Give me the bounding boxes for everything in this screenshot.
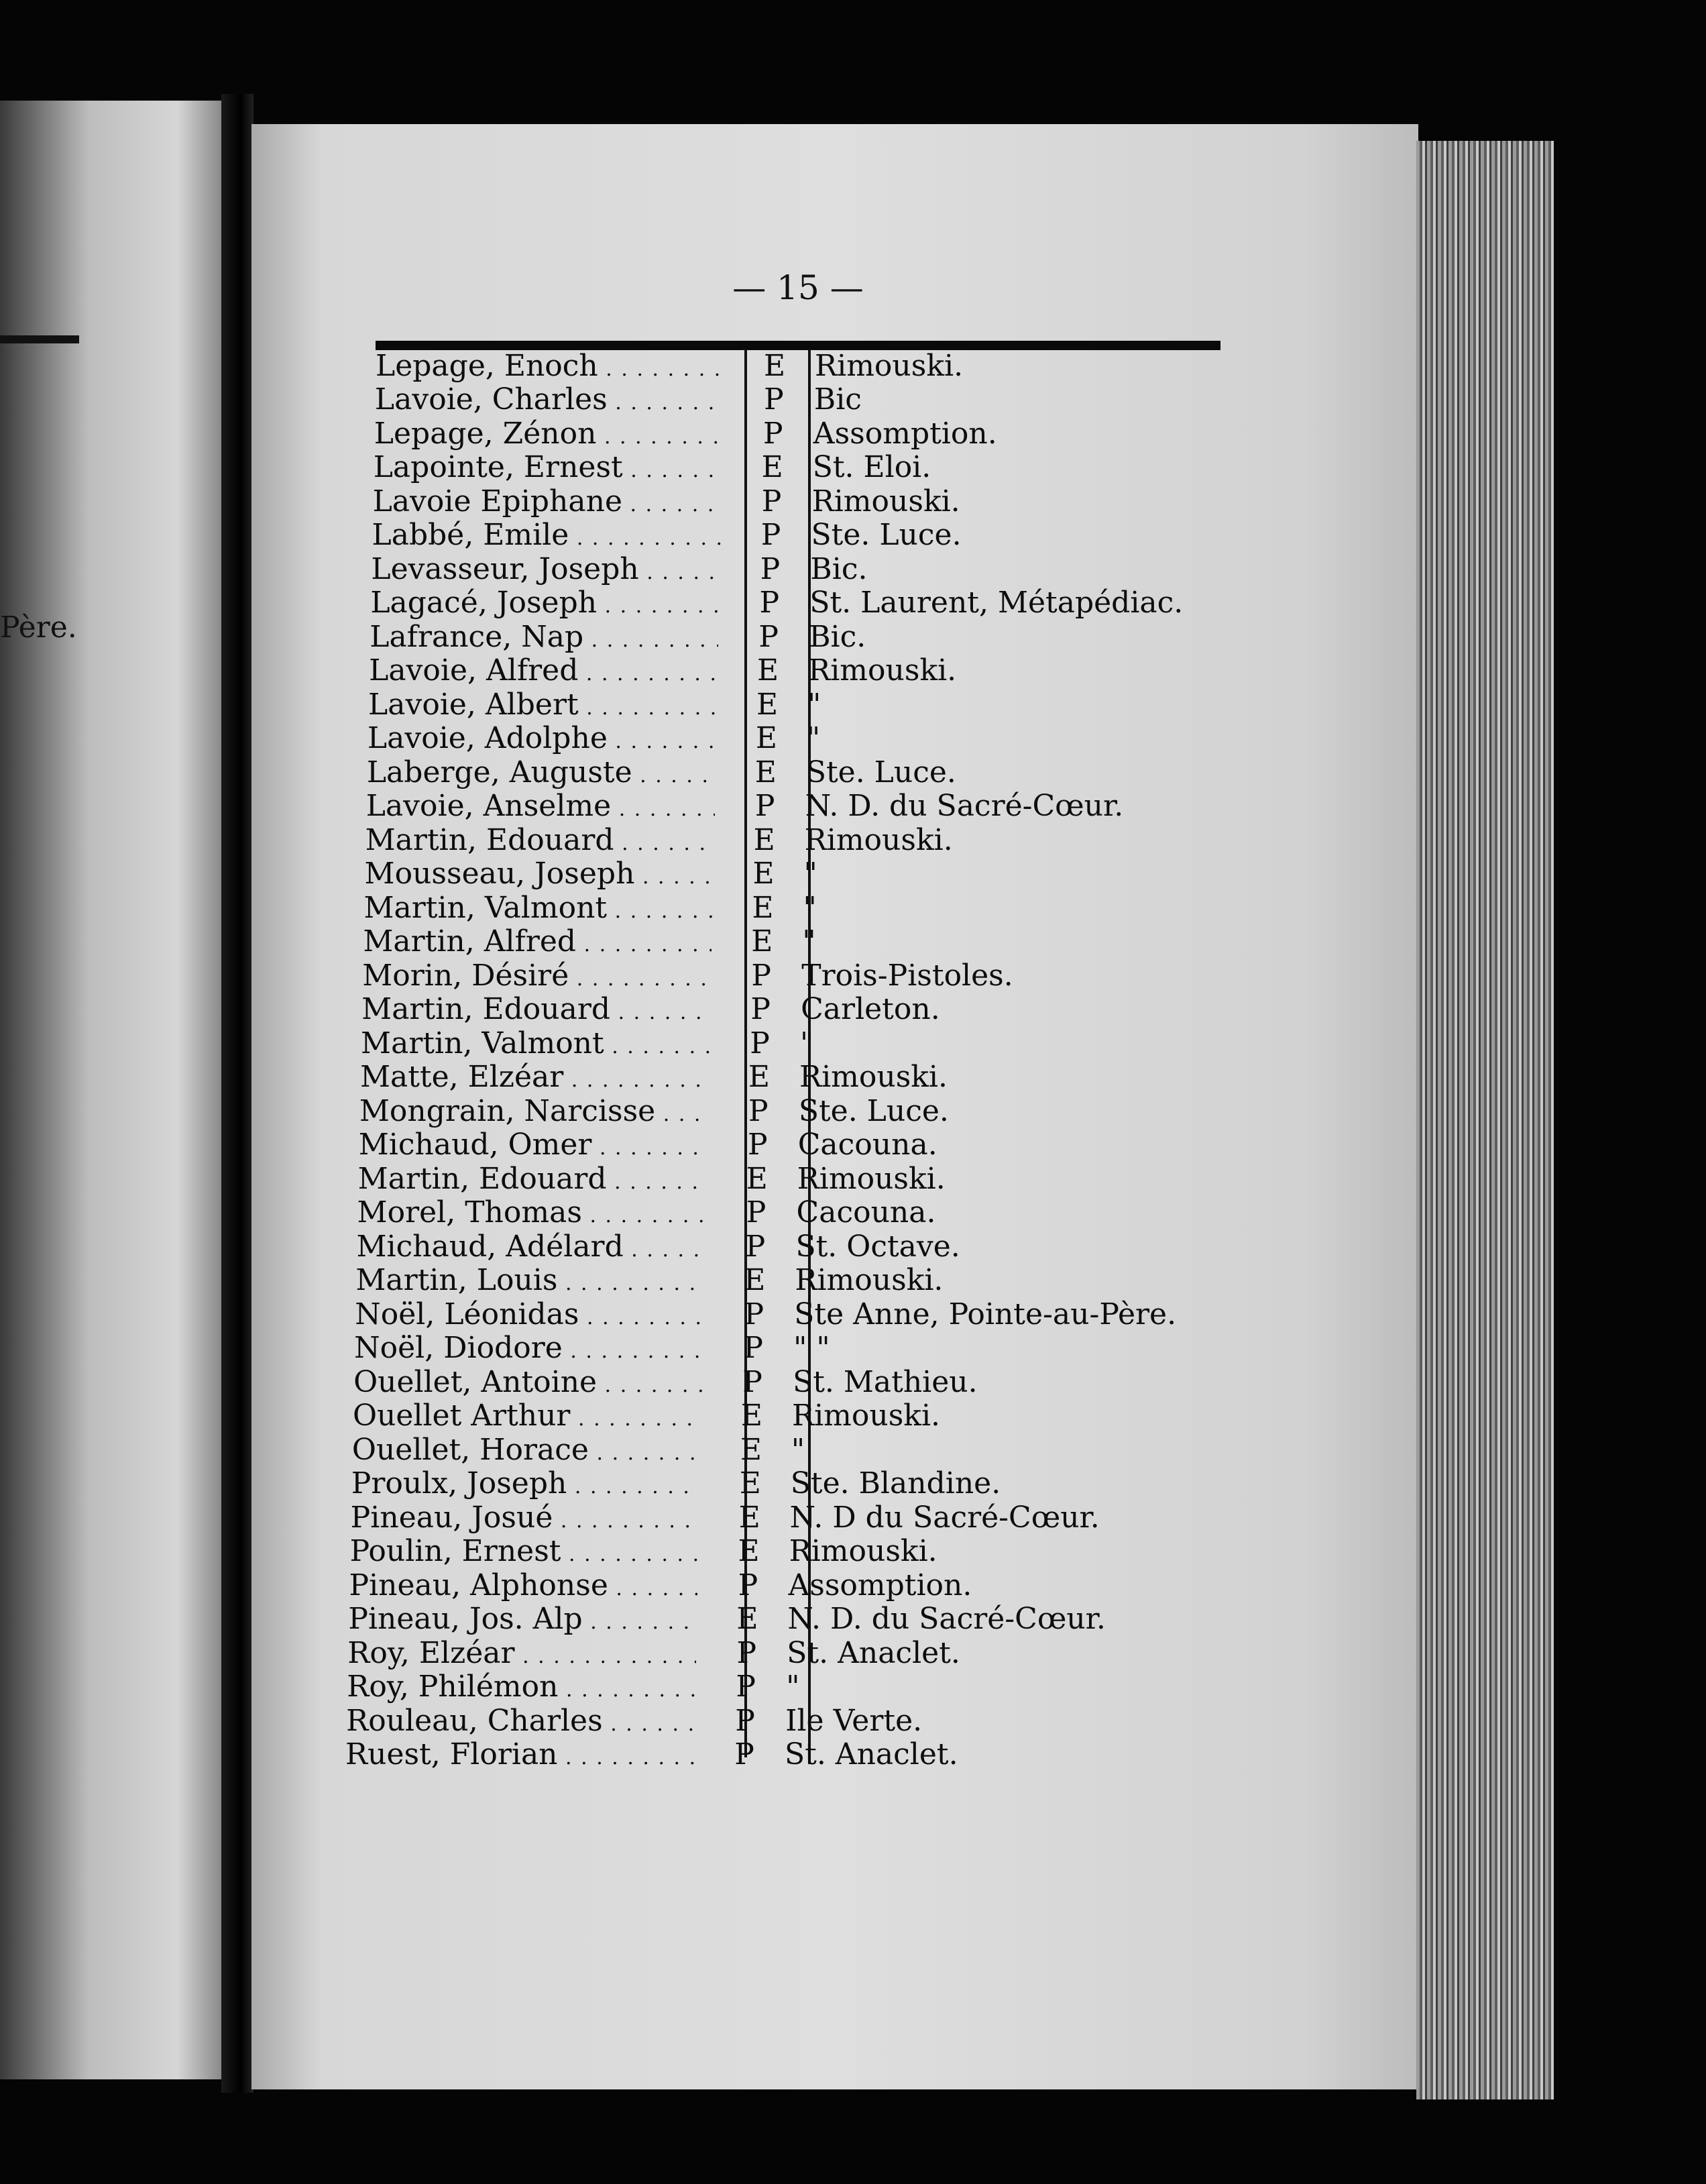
entry-code: E [738,1534,760,1569]
entry-place: Rimouski. [804,822,953,857]
entry-place: St. Anaclet. [785,1737,958,1771]
entry-name: Martin, Valmont . . . [361,1026,709,1060]
entry-name: Mongrain, Narcisse . . . [359,1094,708,1128]
entry-place: Ste Anne, Pointe-au-Père. [794,1297,1177,1331]
entry-code: E [761,450,783,485]
entry-code: P [751,958,772,993]
entry-code: P [734,1737,754,1771]
entry-name: Pineau, Josué . . . [351,1500,699,1535]
entry-name: Noël, Diodore . . . [354,1331,703,1365]
entry-code: P [736,1670,756,1704]
entry-name: Martin, Edouard . . . [365,823,714,857]
entry-name: Martin, Edouard . . . [358,1162,707,1196]
entry-place: Rimouski. [789,1534,937,1569]
left-page-fragment: Père. [0,610,77,645]
entry-name: Lavoie Epiphane . . . [373,484,722,518]
entry-name: Proulx, Joseph . . . [351,1466,700,1500]
entry-name: Pineau, Jos. Alp . . . [348,1602,697,1636]
entry-place: Ste. Blandine. [790,1466,1001,1501]
entry-code: P [762,416,783,451]
entry-code: E [736,1602,758,1637]
entry-place: Rimouski. [811,484,960,518]
entry-place: N. D du Sacré-Cœur. [789,1500,1100,1535]
entry-place: " " [793,1331,830,1366]
entry-name: Lapointe, Ernest . . . [374,450,722,484]
entry-code: P [736,1635,757,1670]
entry-name: Levasseur, Joseph . . . [371,552,720,586]
entry-code: E [739,1466,761,1501]
entry-place: " [800,1026,814,1060]
entry-name: Lepage, Zénon . . . [374,417,723,451]
entry-name: Roy, Philémon . . . [347,1670,695,1704]
entry-code: E [738,1500,760,1535]
entry-name: Lavoie, Anselme . . . [366,789,715,823]
entry-code: P [748,1093,769,1128]
entry-place: Rimouski. [799,1060,948,1095]
entry-place: Trois-Pistoles. [801,958,1013,993]
entry-place: Ste. Luce. [798,1093,949,1128]
left-page [0,101,221,2079]
entry-place: St. Laurent, Métapédiac. [809,586,1184,620]
entry-code: E [755,721,777,756]
entry-code: P [743,1331,763,1366]
entry-name: Ouellet, Horace . . . [352,1433,701,1467]
entry-name: Lavoie, Albert . . . [368,688,717,722]
entry-place: Assomption. [813,416,997,451]
entry-code: P [761,484,782,518]
entry-name: Morin, Désiré . . . [362,959,711,993]
entry-place: St. Mathieu. [793,1364,978,1399]
entry-code: E [754,755,777,789]
entry-code: E [752,890,774,925]
entry-place: N. D. du Sacré-Cœur. [805,789,1124,824]
left-page-rule [0,335,79,343]
entry-name: Michaud, Adélard . . . [356,1230,705,1264]
entry-code: E [744,1263,766,1298]
entry-code: P [750,1026,770,1060]
entry-code: P [742,1364,762,1399]
entry-place: Rimouski. [815,349,964,383]
entry-place: " [786,1670,800,1704]
entry-code: E [753,822,775,857]
page-edges [1416,141,1554,2099]
entry-name: Rouleau, Charles . . . [346,1704,695,1738]
entry-place: Rimouski. [795,1263,944,1298]
entry-name: Pineau, Alphonse . . . [349,1568,697,1602]
entry-place: Ste. Luce. [811,518,962,553]
entry-name: Ouellet Arthur . . . [353,1399,701,1433]
entry-name: Matte, Elzéar . . . [360,1060,709,1094]
entry-name: Roy, Elzéar . . . [347,1636,696,1670]
entry-code: P [745,1229,766,1264]
entry-place: N. D. du Sacré-Cœur. [787,1602,1106,1637]
entry-place: Ste. Luce. [805,755,956,789]
entry-code: E [763,349,786,383]
entry-code: P [735,1703,755,1738]
entry-place: Rimouski. [797,1161,946,1196]
entry-name: Lavoie, Adolphe . . . [367,721,716,755]
entry-place: Cacouna. [797,1128,937,1162]
entry-code: E [746,1161,768,1196]
entry-name: Martin, Alfred . . . [363,924,712,959]
entry-name: Lepage, Enoch . . . [376,349,724,383]
entry-place: " [807,687,821,722]
entry-code: E [740,1432,762,1467]
entry-place: " [803,890,817,925]
entry-code: E [740,1399,763,1433]
entry-code: P [760,518,781,553]
entry-code: P [759,586,780,620]
entry-code: P [754,789,775,824]
entry-place: St. Anaclet. [787,1635,960,1670]
entry-place: Cacouna. [796,1195,936,1230]
entry-name: Labbé, Emile . . . [372,518,721,552]
entry-place: Bic. [809,619,866,654]
entry-place: " [803,857,817,891]
entry-place: Bic. [810,551,868,586]
entry-name: Mousseau, Joseph . . . [365,857,714,891]
entry-name: Michaud, Omer . . . [359,1128,707,1162]
entry-code: P [747,1128,768,1162]
entry-code: E [748,1060,770,1095]
entry-place: Rimouski. [791,1399,941,1433]
entry-name: Noël, Léonidas . . . [355,1297,703,1331]
entry-name: Poulin, Ernest . . . [350,1534,699,1568]
entry-name: Lavoie, Alfred . . . [369,653,718,688]
entry-place: " [802,924,816,959]
entry-place: " [791,1432,805,1467]
entry-place: St. Eloi. [812,450,931,485]
entry-code: E [752,857,775,891]
entry-code: E [751,924,773,959]
entry-name: Lagacé, Joseph . . . [370,586,719,620]
entry-name: Ruest, Florian . . . [345,1737,694,1771]
entry-code: P [738,1568,758,1602]
entry-place: Carleton. [801,992,940,1027]
book-gutter [221,94,253,2093]
entry-code: P [744,1297,764,1331]
entry-place: Bic [813,382,862,417]
entry-code: P [764,382,784,417]
entry-place: " [806,721,821,756]
entry-name: Laberge, Auguste . . . [367,755,716,789]
entry-place: Rimouski. [808,653,957,688]
entry-name: Lafrance, Nap . . . [369,620,718,654]
entry-name: Martin, Valmont . . . [363,891,712,925]
page-number: — 15 — [732,268,864,307]
entry-code: E [756,687,779,722]
entry-code: P [746,1195,766,1230]
entry-code: P [750,992,771,1027]
entry-code: P [758,619,779,654]
entry-place: Assomption. [788,1568,972,1602]
entry-name: Martin, Edouard . . . [361,992,710,1026]
entry-place: Ile Verte. [785,1703,923,1738]
entry-name: Morel, Thomas . . . [357,1195,706,1230]
entry-code: E [757,653,779,688]
entry-code: P [760,551,781,586]
entry-name: Ouellet, Antoine . . . [353,1365,702,1399]
entry-name: Martin, Louis . . . [355,1263,704,1297]
entry-name: Lavoie, Charles . . . [375,382,724,417]
entry-place: St. Octave. [795,1229,960,1264]
